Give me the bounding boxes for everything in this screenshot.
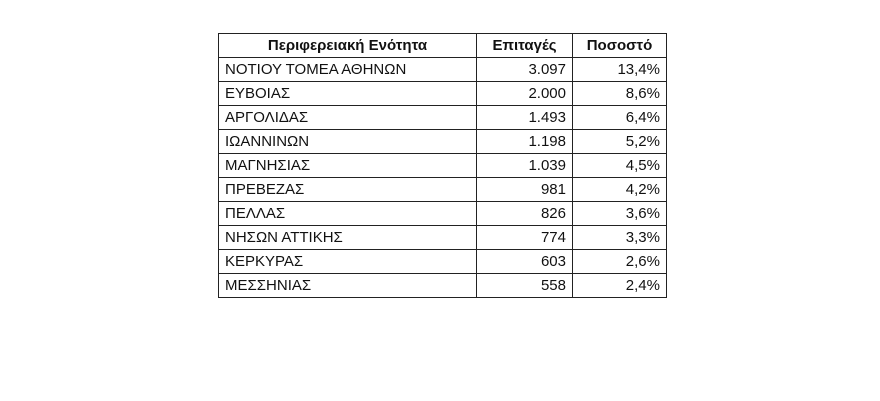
cell-percentage: 3,3% (573, 226, 667, 250)
cell-percentage: 8,6% (573, 82, 667, 106)
table-row (219, 82, 667, 106)
cell-regional-unit: ΠΡΕΒΕΖΑΣ (219, 178, 477, 202)
cell-percentage: 5,2% (573, 130, 667, 154)
table-row (219, 106, 667, 130)
cell-regional-unit: ΝΟΤΙΟΥ ΤΟΜΕΑ ΑΘΗΝΩΝ (219, 58, 477, 82)
cell-checks: 826 (477, 202, 573, 226)
header-checks: Επιταγές (477, 34, 573, 58)
table-row (219, 226, 667, 250)
cell-regional-unit: ΑΡΓΟΛΙΔΑΣ (219, 106, 477, 130)
cell-checks: 981 (477, 178, 573, 202)
table-row (219, 178, 667, 202)
cell-checks: 603 (477, 250, 573, 274)
table-row (219, 130, 667, 154)
cell-regional-unit: ΝΗΣΩΝ ΑΤΤΙΚΗΣ (219, 226, 477, 250)
header-regional-unit: Περιφερειακή Ενότητα (219, 34, 477, 58)
cell-regional-unit: ΙΩΑΝΝΙΝΩΝ (219, 130, 477, 154)
cell-regional-unit: ΜΕΣΣΗΝΙΑΣ (219, 274, 477, 298)
cell-checks: 774 (477, 226, 573, 250)
cell-percentage: 2,6% (573, 250, 667, 274)
cell-percentage: 13,4% (573, 58, 667, 82)
regional-checks-table (218, 33, 667, 298)
cell-percentage: 3,6% (573, 202, 667, 226)
cell-checks: 2.000 (477, 82, 573, 106)
header-percentage: Ποσοστό (573, 34, 667, 58)
table-row (219, 202, 667, 226)
cell-regional-unit: ΕΥΒΟΙΑΣ (219, 82, 477, 106)
cell-checks: 3.097 (477, 58, 573, 82)
table-row (219, 58, 667, 82)
cell-checks: 1.493 (477, 106, 573, 130)
cell-regional-unit: ΜΑΓΝΗΣΙΑΣ (219, 154, 477, 178)
cell-percentage: 4,2% (573, 178, 667, 202)
table-container (218, 33, 667, 298)
table-header-row (219, 34, 667, 58)
cell-regional-unit: ΚΕΡΚΥΡΑΣ (219, 250, 477, 274)
table-row (219, 154, 667, 178)
cell-checks: 558 (477, 274, 573, 298)
cell-checks: 1.198 (477, 130, 573, 154)
cell-regional-unit: ΠΕΛΛΑΣ (219, 202, 477, 226)
cell-checks: 1.039 (477, 154, 573, 178)
cell-percentage: 6,4% (573, 106, 667, 130)
table-row (219, 250, 667, 274)
cell-percentage: 4,5% (573, 154, 667, 178)
table-row (219, 274, 667, 298)
cell-percentage: 2,4% (573, 274, 667, 298)
